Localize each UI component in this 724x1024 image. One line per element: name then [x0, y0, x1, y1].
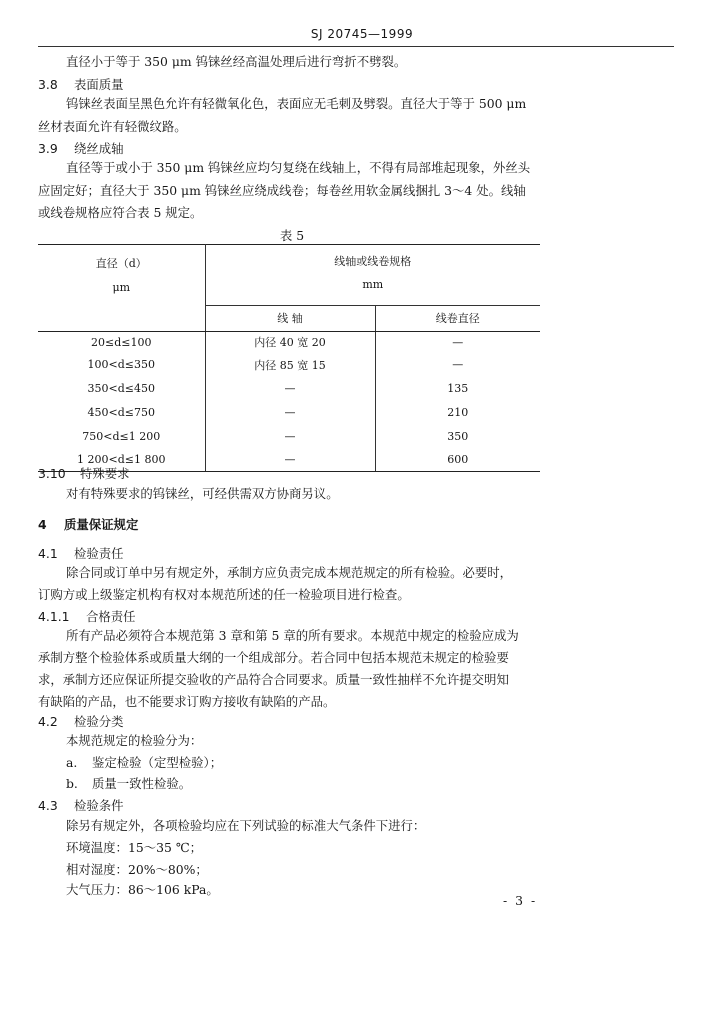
table-row [38, 331, 540, 353]
list-label: b. [66, 776, 78, 791]
spec-header-label: 线轴或线卷规格 [334, 255, 412, 268]
section-number: 3.8 [38, 77, 58, 92]
section-number: 4 [38, 517, 47, 532]
section-number: 4.3 [38, 798, 58, 813]
humidity-condition: 相对湿度：20%～80%； [66, 862, 208, 877]
list-text: 鉴定检验（定型检验）； [92, 755, 223, 770]
intro-paragraph: 直径小于等于 350 μm 钨铼丝经高温处理后进行弯折不劈裂。 [66, 54, 407, 69]
section-3-10-line-1: 对有特殊要求的钨铼丝，可经供需双方协商另议。 [66, 486, 339, 501]
list-item-b [66, 776, 191, 792]
section-4-2-heading [38, 714, 124, 730]
section-4-1-1-line-3: 求，承制方还应保证所提交验收的产品符合合同要求。质量一致性抽样不允许提交明知 [38, 672, 509, 687]
section-number: 4.2 [38, 714, 58, 729]
section-3-10-heading [38, 466, 130, 482]
table-row [38, 400, 540, 424]
coil-spec: — [452, 335, 464, 349]
section-4-1-1-heading [38, 609, 136, 625]
section-3-8-heading [38, 77, 124, 93]
section-4-1-1-line-2: 承制方整个检验体系或质量大纲的一个组成部分。若合同中包括本规范未规定的检验要 [38, 650, 509, 665]
section-3-8-line-2: 丝材表面允许有轻微纹路。 [38, 119, 187, 134]
temperature-condition: 环境温度：15～35 ℃； [66, 840, 203, 855]
diameter-range: 350<d≤450 [38, 376, 205, 400]
section-3-8-line-1: 钨铼丝表面呈黑色允许有轻微氧化色，表面应无毛刺及劈裂。直径大于等于 500 μm [66, 96, 527, 111]
spool-spec: — [205, 376, 375, 400]
diameter-range: 450<d≤750 [38, 400, 205, 424]
pressure-condition: 大气压力：86～106 kPa。 [66, 882, 219, 897]
section-4-1-1-line-4: 有缺陷的产品，也不能要求订购方接收有缺陷的产品。 [38, 694, 336, 709]
spool-spec: 内径 40 宽 20 [205, 331, 375, 353]
section-number: 3.10 [38, 466, 66, 481]
section-4-1-line-2: 订购方或上级鉴定机构有权对本规范所述的任一检验项目进行检查。 [38, 587, 410, 602]
section-number: 4.1.1 [38, 609, 70, 624]
section-3-9-line-3: 或线卷规格应符合表 5 规定。 [38, 205, 203, 220]
diameter-header-label: 直径（d） [95, 257, 147, 270]
spool-header: 线 轴 [205, 305, 375, 331]
section-4-1-heading [38, 546, 124, 562]
spool-spec: — [205, 448, 375, 471]
coil-header: 线卷直径 [375, 305, 540, 331]
section-title: 检验责任 [74, 546, 124, 561]
section-title: 检验条件 [74, 798, 124, 813]
spec-header [205, 245, 540, 292]
spec-unit: mm [362, 278, 384, 291]
section-3-9-line-1: 直径等于或小于 350 μm 钨铼丝应均匀复绕在线轴上，不得有局部堆起现象，外丝头 [66, 160, 531, 175]
coil-spec: 350 [447, 429, 469, 443]
coil-spec: 600 [375, 448, 540, 471]
section-title: 绕丝成轴 [74, 141, 124, 156]
section-4-1-1-line-1: 所有产品必须符合本规范第 3 章和第 5 章的所有要求。本规范中规定的检验应成为 [66, 628, 519, 643]
section-title: 表面质量 [74, 77, 124, 92]
section-title: 质量保证规定 [64, 517, 139, 532]
coil-spec: — [452, 358, 464, 371]
spool-spec: 内径 85 宽 15 [205, 353, 375, 376]
table-5 [38, 244, 540, 472]
diameter-range: 750<d≤1 200 [38, 424, 205, 448]
section-title: 合格责任 [86, 609, 136, 624]
section-4-3-heading [38, 798, 124, 814]
diameter-range: 1 200<d≤1 800 [38, 448, 205, 471]
spool-spec: — [205, 424, 375, 448]
section-4-1-line-1: 除合同或订单中另有规定外，承制方应负责完成本规范规定的所有检验。必要时， [66, 565, 513, 580]
list-text: 质量一致性检验。 [92, 776, 192, 791]
section-title: 特殊要求 [80, 466, 130, 481]
coil-spec: 210 [447, 405, 469, 419]
header-rule [38, 46, 674, 47]
diameter-unit: μm [112, 281, 131, 294]
spool-spec: — [205, 400, 375, 424]
coil-spec: 135 [447, 381, 469, 395]
section-number: 4.1 [38, 546, 58, 561]
diameter-header [38, 245, 205, 306]
blank-header-cell [38, 305, 205, 331]
section-4-heading [38, 517, 138, 533]
diameter-range: 20≤d≤100 [38, 331, 205, 353]
table-row [38, 353, 540, 376]
document-code-header: SJ 20745—1999 [310, 27, 414, 41]
section-title: 检验分类 [74, 714, 124, 729]
section-4-3-line-1: 除另有规定外，各项检验均应在下列试验的标准大气条件下进行： [66, 818, 426, 833]
section-3-9-line-2: 应固定好；直径大于 350 μm 钨铼丝应绕成线卷；每卷丝用软金属线捆扎 3～4 处。线轴 [38, 183, 526, 198]
diameter-range: 100<d≤350 [38, 353, 205, 376]
page-number: - 3 - [503, 893, 538, 908]
table-row [38, 376, 540, 400]
section-3-9-heading [38, 141, 124, 157]
list-item-a [66, 755, 222, 771]
section-4-2-line-1: 本规范规定的检验分为： [66, 733, 203, 748]
list-label: a. [66, 755, 78, 770]
table-row [38, 424, 540, 448]
section-number: 3.9 [38, 141, 58, 156]
table-5-title: 表 5 [279, 228, 305, 243]
